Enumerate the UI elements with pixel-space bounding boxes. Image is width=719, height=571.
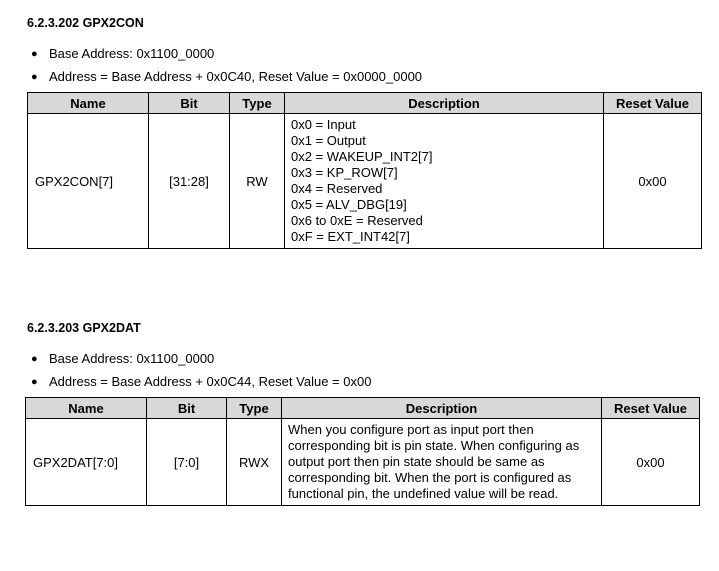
bullet-text: Address = Base Address + 0x0C44, Reset Value = 0x00	[49, 374, 372, 389]
col-header-bit: Bit	[147, 398, 227, 419]
cell-description	[282, 419, 602, 506]
description-line: 0x5 = ALV_DBG[19]	[291, 197, 407, 212]
col-header-type: Type	[230, 93, 285, 114]
bullet-icon: ●	[31, 352, 38, 365]
description-line: 0xF = EXT_INT42[7]	[291, 229, 410, 244]
bullet-address	[31, 69, 422, 84]
bullet-text: Address = Base Address + 0x0C40, Reset Value = 0x0000_0000	[49, 69, 423, 84]
cell-reset-value: 0x00	[602, 419, 700, 506]
description-line: output port then pin state should be same as	[288, 454, 545, 469]
section-heading-gpx2con: 6.2.3.202 GPX2CON	[27, 16, 144, 30]
description-line: 0x1 = Output	[291, 133, 366, 148]
bullet-icon: ●	[31, 375, 38, 388]
table-header-row	[28, 93, 702, 114]
cell-name: GPX2CON[7]	[28, 114, 149, 249]
col-header-reset-value: Reset Value	[604, 93, 702, 114]
description-line: 0x2 = WAKEUP_INT2[7]	[291, 149, 433, 164]
table-row	[26, 419, 700, 506]
col-header-reset-value: Reset Value	[602, 398, 700, 419]
col-header-name: Name	[28, 93, 149, 114]
cell-type: RW	[230, 114, 285, 249]
col-header-description: Description	[282, 398, 602, 419]
bullet-address	[31, 374, 371, 389]
description-line: 0x0 = Input	[291, 117, 356, 132]
description-line: corresponding bit is pin state. When configuring as	[288, 438, 580, 453]
bullet-icon: ●	[31, 47, 38, 60]
description-line: When you configure port as input port then	[288, 422, 534, 437]
bullet-base-address	[31, 46, 214, 61]
register-table-gpx2dat	[25, 397, 700, 506]
bullet-text: Base Address: 0x1100_0000	[49, 351, 215, 366]
bullet-icon: ●	[31, 70, 38, 83]
cell-bit: [7:0]	[147, 419, 227, 506]
cell-bit: [31:28]	[149, 114, 230, 249]
col-header-type: Type	[227, 398, 282, 419]
section-heading-gpx2dat: 6.2.3.203 GPX2DAT	[27, 321, 141, 335]
bullet-text: Base Address: 0x1100_0000	[49, 46, 215, 61]
register-table-gpx2con	[27, 92, 702, 249]
description-line: 0x3 = KP_ROW[7]	[291, 165, 398, 180]
cell-description	[285, 114, 604, 249]
table-header-row	[26, 398, 700, 419]
col-header-bit: Bit	[149, 93, 230, 114]
description-line: functional pin, the undefined value will be read.	[288, 486, 559, 501]
table-row	[28, 114, 702, 249]
description-line: 0x6 to 0xE = Reserved	[291, 213, 423, 228]
col-header-name: Name	[26, 398, 147, 419]
cell-name: GPX2DAT[7:0]	[26, 419, 147, 506]
description-line: 0x4 = Reserved	[291, 181, 383, 196]
description-line: corresponding bit. When the port is configured as	[288, 470, 572, 485]
col-header-description: Description	[285, 93, 604, 114]
cell-reset-value: 0x00	[604, 114, 702, 249]
cell-type: RWX	[227, 419, 282, 506]
bullet-base-address	[31, 351, 214, 366]
